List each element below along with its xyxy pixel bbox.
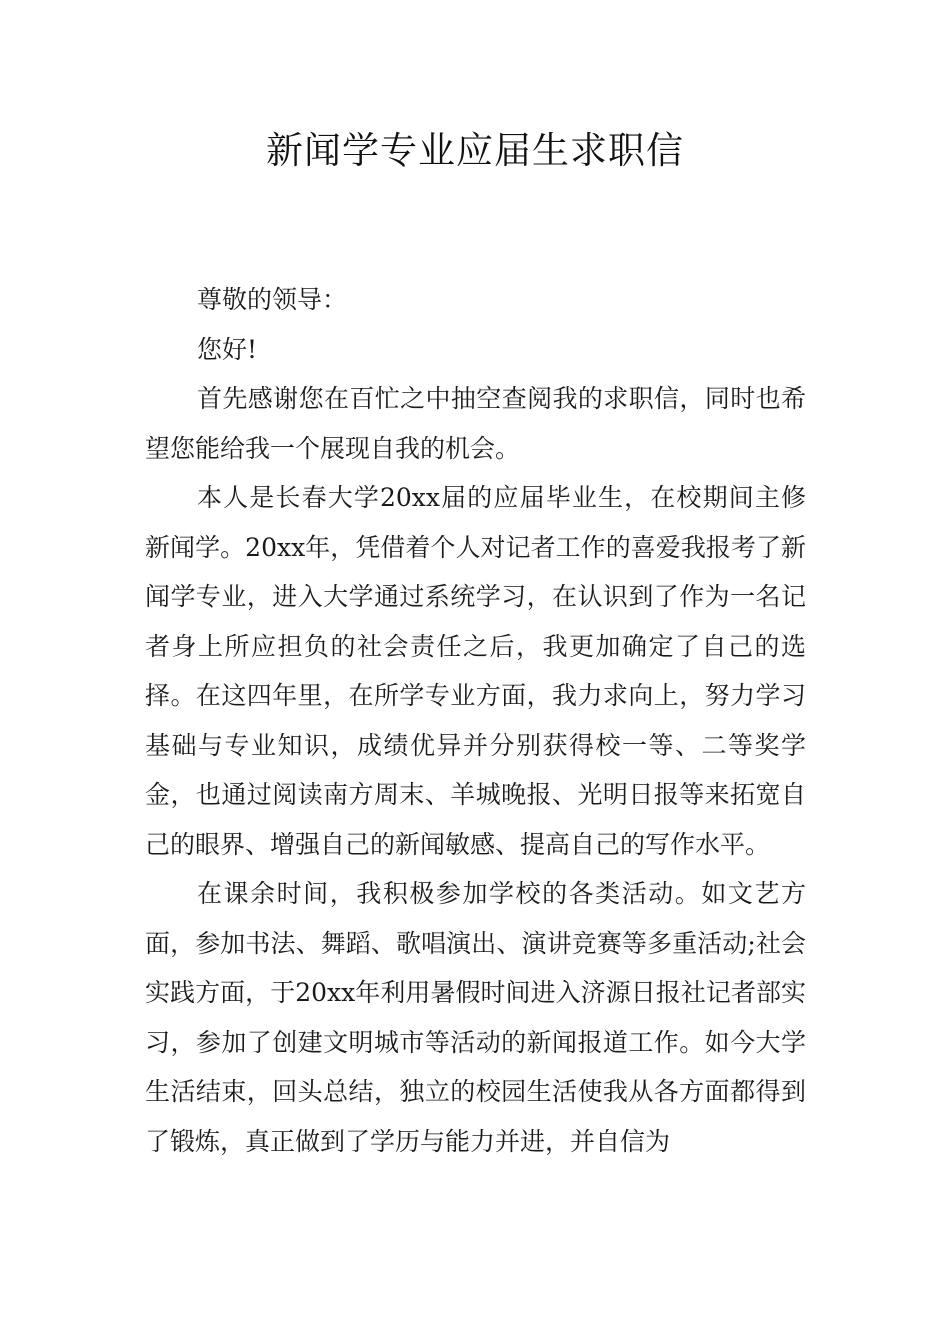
document-title: 新闻学专业应届生求职信 <box>266 129 684 172</box>
salutation: 尊敬的领导： <box>197 285 348 314</box>
paragraph-education: 本人是长春大学20xx届的应届毕业生，在校期间主修新闻学。20xx年，凭借着个人对记者工作的喜爱我报考了新闻学专业，进入大学通过系统学习，在认识到了作为一名记者身上所应担负的社会责任之后，我更加确定了自己的选择。在这四年里，在所学专业方面，我力求向上，努力学习基础与专业知识，成绩优异并分别获得校一等、二等奖学金，也通过阅读南方周末、羊城晚报、光明日报等来拓宽自己的眼界、增强自己的新闻敏感、提高自己的写作水平。 <box>145 483 806 859</box>
paragraph-intro: 首先感谢您在百忙之中抽空查阅我的求职信，同时也希望您能给我一个展现自我的机会。 <box>145 384 806 463</box>
paragraph-activities: 在课余时间，我积极参加学校的各类活动。如文艺方面，参加书法、舞蹈、歌唱演出、演讲竞赛等多重活动;社会实践方面，于20xx年利用暑假时间进入济源日报社记者部实习，参加了创建文明城市等活动的新闻报道工作。如今大学生活结束，回头总结，独立的校园生活使我从各方面都得到了锻炼，真正做到了学历与能力并进，并自信为 <box>145 879 806 1156</box>
letter-body <box>145 275 806 1166</box>
greeting: 您好! <box>197 334 258 364</box>
